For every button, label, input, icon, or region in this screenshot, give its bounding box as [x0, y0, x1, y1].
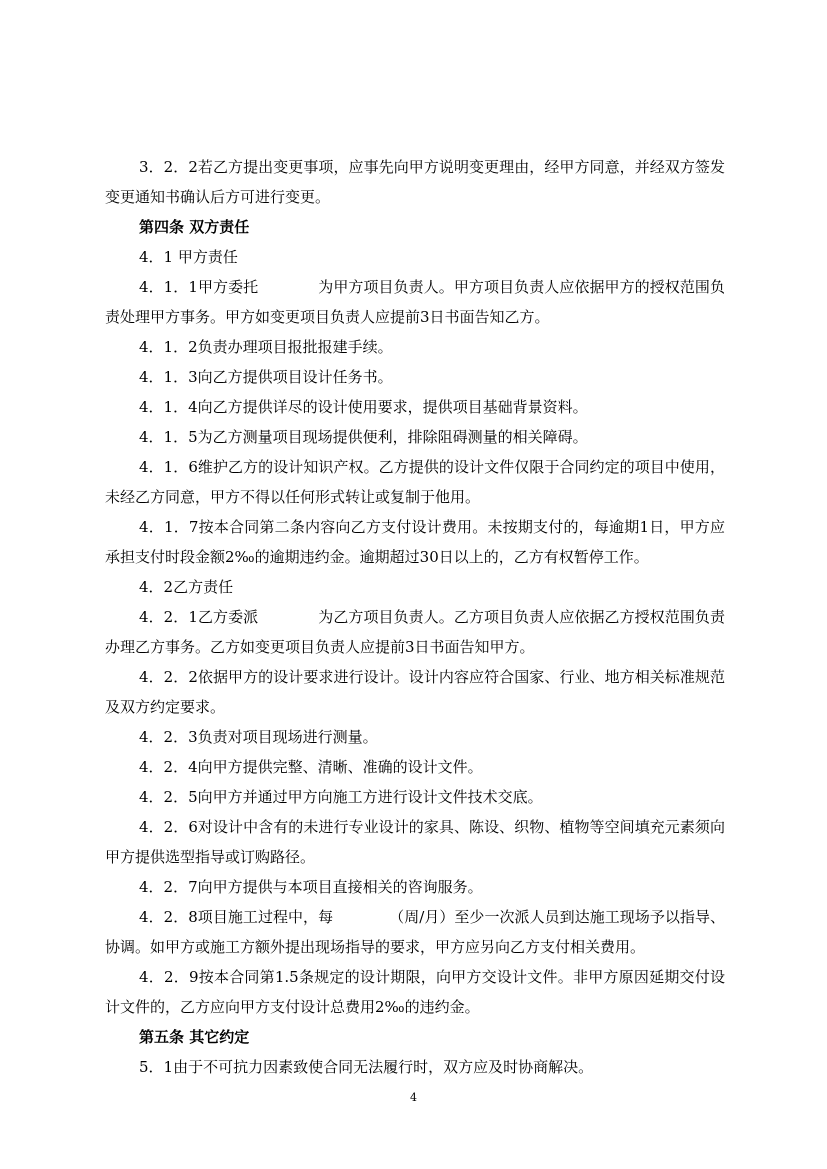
clause-4-2-1 [105, 602, 725, 662]
section-4-2-heading: 4．2乙方责任 [139, 578, 234, 596]
clause-4-1-5: 4．1．5为乙方测量项目现场提供便利，排除阻碍测量的相关障碍。 [139, 428, 588, 446]
section-4-1-heading: 4．1 甲方责任 [139, 248, 238, 266]
clause-4-1-1-rest: 为甲方项目负责人。甲方项目负责人应依据甲方的授权范围负责处理甲方事务。甲方如变更项目负责人应提前3日书面告知乙方。 [105, 278, 725, 326]
clause-4-2-7: 4．2．7向甲方提供与本项目直接相关的咨询服务。 [139, 878, 483, 896]
clause-4-1-2: 4．1．2负责办理项目报批报建手续。 [139, 338, 393, 356]
clause-4-2-2: 4．2．2依据甲方的设计要求进行设计。设计内容应符合国家、行业、地方相关标准规范及双方约定要求。 [105, 668, 725, 716]
clause-4-2-3: 4．2．3负责对项目现场进行测量。 [139, 728, 378, 746]
clause-4-1-1 [105, 272, 725, 332]
article-4-heading: 第四条 双方责任 [139, 218, 250, 236]
clause-4-1-3: 4．1．3向乙方提供项目设计任务书。 [139, 368, 393, 386]
clause-4-2-4: 4．2．4向甲方提供完整、清晰、准确的设计文件。 [139, 758, 483, 776]
clause-4-2-1-lead: 4．2．1乙方委派 [139, 608, 259, 626]
clause-4-2-8-rest: （周/月）至少一次派人员到达施工现场予以指导、协调。如甲方或施工方额外提出现场指导的要求，甲方应另向乙方支付相关费用。 [105, 908, 725, 956]
clause-4-2-1-rest: 为乙方项目负责人。乙方项目负责人应依据乙方授权范围负责办理乙方事务。乙方如变更项目负责人应提前3日书面告知甲方。 [105, 608, 725, 656]
clause-4-1-7: 4．1．7按本合同第二条内容向乙方支付设计费用。未按期支付的，每逾期1日，甲方应承担支付时段金额2‰的逾期违约金。逾期超过30日以上的，乙方有权暂停工作。 [105, 518, 725, 566]
clause-4-2-8 [105, 902, 725, 962]
page-number: 4 [410, 1091, 417, 1104]
clause-4-2-5: 4．2．5向甲方并通过甲方向施工方进行设计文件技术交底。 [139, 788, 543, 806]
clause-4-1-1-lead: 4．1．1甲方委托 [139, 278, 259, 296]
clause-4-2-6: 4．2．6对设计中含有的未进行专业设计的家具、陈设、织物、植物等空间填充元素须向甲方提供选型指导或订购路径。 [105, 818, 725, 866]
clause-4-1-6: 4．1．6维护乙方的设计知识产权。乙方提供的设计文件仅限于合同约定的项目中使用，未经乙方同意，甲方不得以任何形式转让或复制于他用。 [105, 458, 725, 506]
clause-4-2-9: 4．2．9按本合同第1.5条规定的设计期限，向甲方交设计文件。非甲方原因延期交付设计文件的，乙方应向甲方支付设计总费用2‰的违约金。 [105, 968, 725, 1016]
article-5-heading: 第五条 其它约定 [139, 1028, 250, 1046]
clause-4-1-4: 4．1．4向乙方提供详尽的设计使用要求，提供项目基础背景资料。 [139, 398, 588, 416]
contract-body [105, 152, 725, 1082]
clause-4-2-8-lead: 4．2．8项目施工过程中，每 [139, 908, 334, 926]
clause-3-2-2: 3．2．2若乙方提出变更事项，应事先向甲方说明变更理由，经甲方同意，并经双方签发变更通知书确认后方可进行变更。 [105, 158, 725, 206]
clause-5-1: 5．1由于不可抗力因素致使合同无法履行时，双方应及时协商解决。 [139, 1058, 594, 1076]
